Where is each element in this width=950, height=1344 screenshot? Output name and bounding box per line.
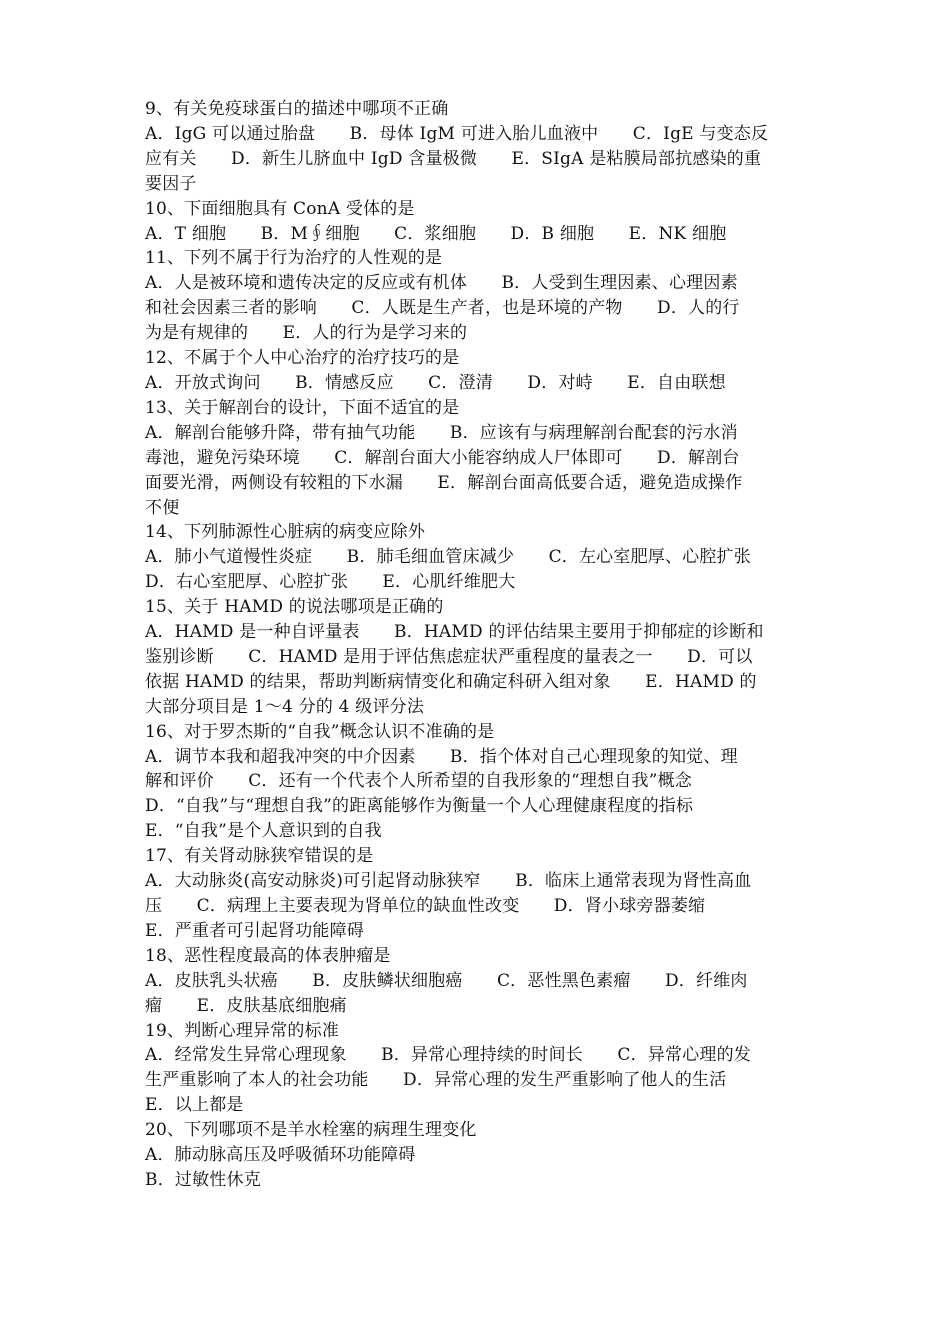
- answer-options-line: A．开放式询问 B．情感反应 C．澄清 D．对峙 E．自由联想: [145, 372, 726, 393]
- question-title: 16、对于罗杰斯的“自我”概念认识不准确的是: [145, 721, 495, 742]
- answer-options-line: A．经常发生异常心理现象 B．异常心理持续的时间长 C．异常心理的发: [145, 1045, 751, 1066]
- question-title: 10、下面细胞具有 ConA 受体的是: [145, 198, 415, 219]
- answer-options-line: 解和评价 C．还有一个代表个人所希望的自我形象的“理想自我”概念: [145, 771, 692, 792]
- answer-options-line: 面要光滑，两侧设有较粗的下水漏 E．解剖台面高低要合适，避免造成操作: [145, 472, 743, 493]
- answer-options-line: E．“自我”是个人意识到的自我: [145, 821, 382, 842]
- question-item: [145, 197, 811, 247]
- answer-options-line: 和社会因素三者的影响 C．人既是生产者，也是环境的产物 D．人的行: [145, 298, 740, 319]
- question-title: 19、判断心理异常的标准: [145, 1020, 340, 1041]
- question-item: [145, 1118, 811, 1193]
- answer-options-line: A．大动脉炎(高安动脉炎)可引起肾动脉狭窄 B．临床上通常表现为肾性高血: [145, 871, 752, 892]
- answer-options-line: 应有关 D．新生儿脐血中 IgD 含量极微 E．SIgA 是粘膜局部抗感染的重: [145, 148, 762, 169]
- question-item: [145, 720, 811, 845]
- answer-options-line: 瘤 E．皮肤基底细胞痛: [145, 995, 347, 1016]
- question-item: [145, 944, 811, 1019]
- answer-options-line: 为是有规律的 E．人的行为是学习来的: [145, 323, 468, 344]
- answer-options-line: A．解剖台能够升降，带有抽气功能 B．应该有与病理解剖台配套的污水消: [145, 422, 738, 443]
- question-title: 9、有关免疫球蛋白的描述中哪项不正确: [145, 99, 449, 119]
- answer-options-line: A．IgG 可以通过胎盘 B．母体 IgM 可进入胎儿血液中 C．IgE 与变态反: [145, 123, 769, 144]
- answer-options-line: 大部分项目是 1～4 分的 4 级评分法: [145, 696, 425, 717]
- question-item: [145, 844, 811, 944]
- answer-options-line: A．T 细胞 B．M∮细胞 C．浆细胞 D．B 细胞 E．NK 细胞: [145, 223, 727, 244]
- answer-options-line: A．人是被环境和遗传决定的反应或有机体 B．人受到生理因素、心理因素: [145, 273, 738, 294]
- answer-options-line: E．严重者可引起肾功能障碍: [145, 920, 365, 941]
- question-title: 14、下列肺源性心脏病的病变应除外: [145, 522, 426, 543]
- question-title: 20、下列哪项不是羊水栓塞的病理生理变化: [145, 1120, 477, 1141]
- question-item: [145, 346, 811, 396]
- answer-options-line: D．“自我”与“理想自我”的距离能够作为衡量一个人心理健康程度的指标: [145, 796, 694, 817]
- question-title: 17、有关肾动脉狭窄错误的是: [145, 846, 374, 867]
- question-title: 18、恶性程度最高的体表肿瘤是: [145, 945, 391, 966]
- answer-options-line: B．过敏性休克: [145, 1169, 261, 1190]
- question-title: 12、不属于个人中心治疗的治疗技巧的是: [145, 348, 460, 369]
- question-title: 15、关于 HAMD 的说法哪项是正确的: [145, 597, 444, 618]
- answer-options-line: 不便: [145, 497, 180, 518]
- answer-options-line: A．调节本我和超我冲突的中介因素 B．指个体对自己心理现象的知觉、理: [145, 746, 738, 767]
- answer-options-line: A．HAMD 是一种自评量表 B．HAMD 的评估结果主要用于抑郁症的诊断和: [145, 622, 764, 643]
- answer-options-line: 鉴别诊断 C．HAMD 是用于评估焦虑症状严重程度的量表之一 D．可以: [145, 646, 753, 667]
- question-list: [145, 97, 811, 1193]
- answer-options-line: A．肺动脉高压及呼吸循环功能障碍: [145, 1145, 416, 1166]
- answer-options-line: 要因子: [145, 173, 197, 194]
- answer-options-line: A．肺小气道慢性炎症 B．肺毛细血管床减少 C．左心室肥厚、心腔扩张: [145, 547, 751, 568]
- answer-options-line: D．右心室肥厚、心腔扩张 E．心肌纤维肥大: [145, 572, 516, 593]
- question-item: [145, 595, 811, 720]
- answer-options-line: 依据 HAMD 的结果，帮助判断病情变化和确定科研入组对象 E．HAMD 的: [145, 671, 757, 692]
- question-item: [145, 396, 811, 521]
- question-title: 13、关于解剖台的设计，下面不适宜的是: [145, 397, 460, 418]
- question-item: [145, 1019, 811, 1119]
- answer-options-line: A．皮肤乳头状癌 B．皮肤鳞状细胞癌 C．恶性黑色素瘤 D．纤维肉: [145, 970, 748, 991]
- answer-options-line: 生严重影响了本人的社会功能 D．异常心理的发生严重影响了他人的生活: [145, 1070, 727, 1091]
- answer-options-line: 压 C．病理上主要表现为肾单位的缺血性改变 D．肾小球旁器萎缩: [145, 896, 706, 916]
- question-item: [145, 246, 811, 346]
- answer-options-line: 毒池，避免污染环境 C．解剖台面大小能容纳成人尸体即可 D．解剖台: [145, 447, 740, 468]
- answer-options-line: E．以上都是: [145, 1095, 244, 1116]
- question-title: 11、下列不属于行为治疗的人性观的是: [145, 248, 443, 269]
- question-item: [145, 520, 811, 595]
- question-item: [145, 97, 811, 197]
